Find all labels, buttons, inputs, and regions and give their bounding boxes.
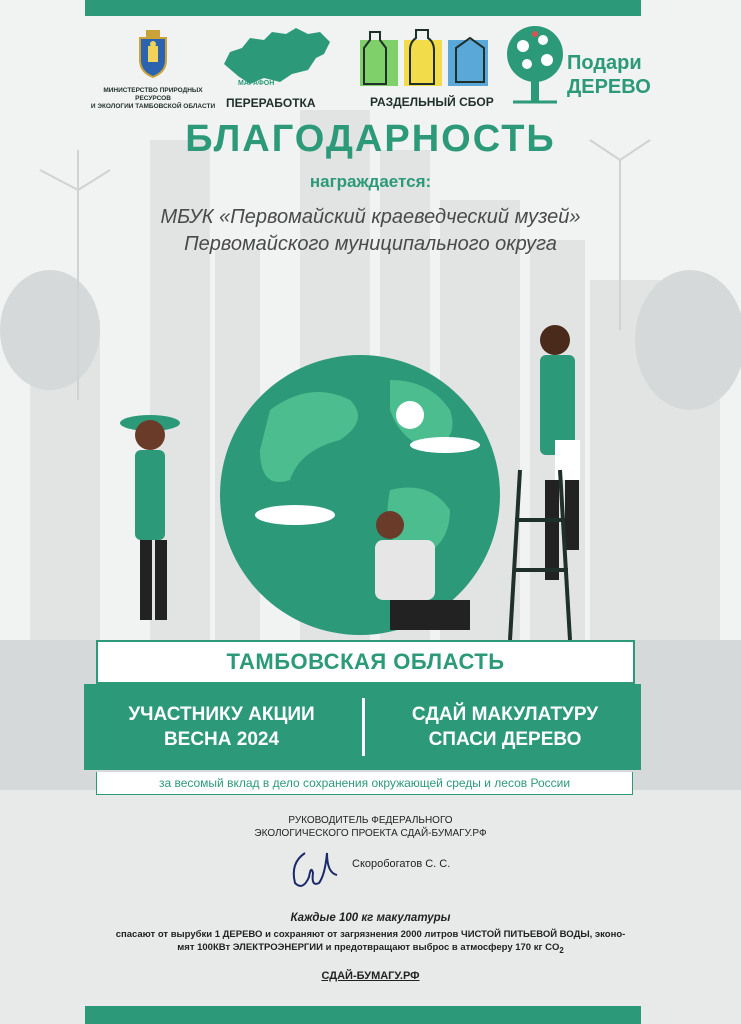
leader-title	[0, 814, 741, 840]
participant-line-2: ВЕСНА 2024	[163, 729, 280, 750]
facts-line-2	[0, 941, 741, 957]
slogan-line-2: СПАСИ ДЕРЕВО	[428, 729, 582, 750]
marathon-marathon-text: МАРАФОН	[238, 80, 275, 87]
facts-text	[0, 928, 741, 957]
signer-name: Скоробогатов С. С.	[352, 858, 451, 870]
facts-heading: Каждые 100 кг макулатуры	[290, 912, 451, 924]
contribution-text: за весомый вклад в дело сохранения окружающей среды и лесов России	[158, 776, 571, 790]
globe-illustration	[90, 310, 670, 640]
contribution-strip	[96, 772, 633, 795]
campaign-slogan-block	[369, 702, 641, 752]
co2-subscript: 2	[559, 945, 564, 955]
certificate-title: БЛАГОДАРНОСТЬ	[185, 118, 556, 160]
region-box	[96, 640, 635, 684]
gift-caption-line2: ДЕРЕВО	[567, 76, 651, 98]
gift-caption-line1: Подари	[567, 52, 642, 74]
marathon-eco-text: ЭКО	[238, 72, 253, 79]
ministry-caption-line2: И ЭКОЛОГИИ ТАМБОВСКОЙ ОБЛАСТИ	[90, 103, 216, 110]
leader-line-1: РУКОВОДИТЕЛЬ ФЕДЕРАЛЬНОГО	[288, 815, 453, 826]
region-name: ТАМБОВСКАЯ ОБЛАСТЬ	[226, 649, 505, 674]
campaign-band	[84, 684, 641, 770]
tree-icon	[505, 24, 565, 109]
coat-of-arms-icon	[136, 30, 170, 78]
gift-tree-logo	[505, 24, 665, 114]
leader-line-2: ЭКОЛОГИЧЕСКОГО ПРОЕКТА СДАЙ-БУМАГУ.РФ	[254, 828, 487, 839]
ministry-caption-line1: МИНИСТЕРСТВО ПРИРОДНЫХ РЕСУРСОВ	[103, 87, 203, 102]
bottom-green-bar	[85, 1006, 641, 1024]
girl-left	[120, 415, 180, 620]
facts-line-2-text: мят 100КВт ЭЛЕКТРОЭНЕРГИИ и предотвращают выброс в атмосферу 170 кг CO	[177, 942, 560, 953]
recipient-line-1: МБУК «Первомайский краеведческий музей»	[160, 206, 581, 228]
recycling-bins-icon	[358, 22, 493, 92]
certificate-subtitle: награждается:	[309, 172, 432, 191]
recipient-name	[0, 204, 741, 258]
woman-right	[540, 325, 580, 580]
website-link[interactable]: СДАЙ-БУМАГУ.РФ	[321, 970, 420, 982]
marathon-caption: ПЕРЕРАБОТКА	[226, 96, 316, 110]
separate-caption: РАЗДЕЛЬНЫЙ СБОР	[370, 95, 494, 109]
participant-line-1: УЧАСТНИКУ АКЦИИ	[128, 704, 315, 725]
participant-block	[84, 702, 359, 752]
separate-collection-logo	[358, 22, 494, 109]
slogan-line-1: СДАЙ МАКУЛАТУРУ	[411, 704, 599, 725]
recipient-line-2: Первомайского муниципального округа	[184, 233, 557, 255]
ministry-logo	[88, 30, 218, 111]
facts-line-1: спасают от вырубки 1 ДЕРЕВО и сохраняют от загрязнения 2000 литров ЧИСТОЙ ПИТЬЕВОЙ ВОДЫ, эконо-	[115, 929, 626, 940]
eco-marathon-logo	[220, 24, 335, 110]
band-divider	[362, 698, 365, 756]
signature-icon	[285, 843, 345, 893]
logo-strip	[0, 22, 741, 117]
